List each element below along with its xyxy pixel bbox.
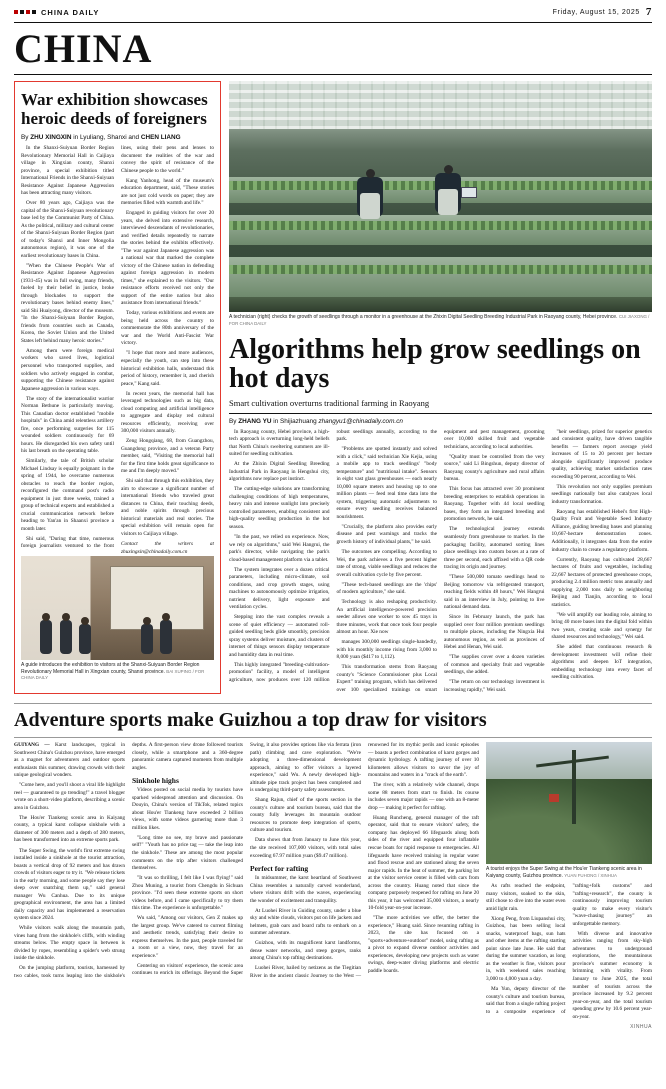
caption-credit: CUI JIAXONG / FOR CHINA DAILY: [229, 314, 650, 326]
paragraph: "Come here, and you'll shoot a viral life highlight reel — guaranteed to go trending!" a travel blogger wrote on a short-video platform, describing a scenic area in Guizhou.: [14, 782, 125, 811]
page-number: 7: [645, 6, 652, 18]
paragraph: "These 500,000 tomato seedlings head to Beijing tomorrow via refrigerated transport, reaching fields within 48 hours," Wei Hangrui said in an interview in July, pointing to live national demand data.: [444, 574, 545, 611]
paragraph: In recent years, the memorial hall has leveraged technologies such as big data, cloud computing and artificial intelligence to aggregate and display red cultural resources efficiently, receiving over 300,000 visitors annually.: [121, 390, 214, 435]
agency-credit: XINHUA: [630, 1024, 652, 1031]
algorithms-subhead: Smart cultivation overturns traditional farming in Raoyang: [229, 397, 430, 408]
paragraph: She added that continuous research & development investment will refine their algorithms and deepen IoT integration, embedding technology into every facet of seedling cultivation.: [551, 644, 652, 681]
algorithms-headline: Algorithms help grow seedlings on hot days: [229, 334, 641, 395]
paragraph: The outcomes are compelling. According to Wei, the park achieves a five percent higher rate of strong, viable seedlings and reduces the overall cultivation cycle by five percent.: [336, 549, 437, 578]
paragraph: Wu said, "Among our visitors, Gen Z makes up the largest group. We've catered to current filming and aesthetic trends, satisfying their desire to express themselves. In the past, people traveled for a room or a view, now, they travel for an experience.": [132, 915, 243, 959]
paragraph: The Hou'er Tiankeng scenic area in Kaiyang county, a typical karst collapse sinkhole with a diameter of 300 meters and a depth of 280 meters, has been transformed into an extreme sports park.: [14, 814, 125, 844]
story-war-exhibition: [14, 81, 221, 694]
paragraph: Xiong Peng, from Liupanshui city, Guizhou, has been selling local snacks, waterproof bags, sun hats and other items at the rafting starting point since late June. He said that during the summer vacation, as long as the weather is fine, visitors pour in, with weekend sales reaching 3,000 to 4,000 yuan a day.: [486, 915, 566, 982]
paragraph: Guizhou, with its magnificent karst landforms, dense water networks, and steep gorges, ranks among China's top rafting destinations.: [250, 940, 361, 962]
paragraph: While visitors walk along the mountain path, vines hang from the sinkhole's cliffs, with winding streams below. The empty space in between is divided by ropes, resembling a spider's web strung inside the sinkhole.: [14, 925, 125, 962]
paragraph: Stepping into the vast complex reveals a scene of quiet efficiency — automated roll-guided seedling beds glide smoothly, precision spray systems deliver moisture, and clusters of internet of things sensors display temperature and humidity data in real time.: [229, 614, 330, 658]
greenhouse-photo-caption: [229, 314, 652, 327]
paragraph: "The supplies cover over a dozen varieties of common and specialty fruit and vegetable seedlings, she added.: [444, 654, 545, 676]
paragraph: This revolution not only supplies premium seedlings nationally but also catalyzes local industry transformation.: [551, 483, 652, 505]
paragraph: The cutting-edge solutions are transforming challenging conditions of high temperatures, heavy rain and intense sunlight into precisely controlled parameters, enabling consistent and high-quality seedling production in the hot season.: [229, 486, 330, 530]
paragraph: "When the Chinese People's War of Resistance Against Japanese Aggression (1931-45) was in full swing, many friends, fueled by their belief in justice, broke through blockades to support the revolutionary bases behind enemy lines," said Shi Huaiyong, director of the museum. "In the Shanxi-Suiyuan Border Region, friends from countries such as Canada, Korea, the Soviet Union and the United States left behind many heroic stories.": [21, 262, 114, 344]
paragraph: The technological journey extends seamlessly from greenhouse to market. In the packaging facility, automated sorting lines place seedlings into custom boxes at a rate of three per second, each affixed with a QR code tracing its origin and journey.: [444, 526, 545, 571]
super-swing-photo: [486, 742, 652, 864]
logo-squares-icon: [14, 10, 36, 14]
paragraph: Zeng Hongqiang, 68, from Guangzhou, Guangdong province, and a veteran Party member, said, "Visiting the memorial hall for the first time holds great significance to me and I'm deeply moved.": [121, 438, 214, 475]
paragraph: "Quality must be controlled from the very source," said Li Bingshun, deputy director of Raoyang county's agriculture and rural affairs bureau.: [444, 453, 545, 483]
paragraph: "Crucially, the platform also provides early disease and pest warnings and tracks the growth history of individual plants," he said.: [336, 523, 437, 545]
brand-label: CHINA DAILY: [41, 7, 100, 17]
war-exhibition-headline: War exhibition showcases heroic deeds of foreigners: [21, 90, 208, 129]
paragraph: This transformation stems from Raoyang county's "Science Commissioner plus Local Expert" training program, which has delivered over 100 specialized trainings on smart equipment and pest management, grooming over 10,000 skilled fruit and vegetable technicians, according to local authorities.: [336, 428, 545, 693]
byline-prefix: By: [21, 134, 29, 142]
issue-date: Friday, August 15, 2025: [552, 8, 640, 16]
paragraph: Among them were foreign medical workers who saved lives, logistical personnel who transported supplies, and soldiers who actively engaged in combat, supporting the Chinese resistance against Japanese aggression in various ways.: [21, 347, 114, 392]
caption-credit: BAI XUPING / FOR CHINA DAILY: [21, 668, 205, 681]
paragraph: Centering on visitors' experience, the scenic area continues to enrich its offerings. Beyond the Super Swing, it also provides options like via ferrata (iron path) climbing and cave exploration. "We're adopting a three-dimensional development approach, aiming to offer visitors a layered experience," said Wu. A newly developed high-altitude pipe track project has been completed and is undergoing third-party safety assessments.: [132, 742, 361, 977]
paragraph: "It was so thrilling, I felt like I was flying!" said Zhou Muning, a tourist from Chengdu in Sichuan province. "I'd seen these extreme sports on short videos before, and I came specifically to try them this time. The experience is unforgettable.": [132, 875, 243, 912]
paragraph: At the Zhixin Digital Seedling Breeding Industrial Park in Raoyang in Hengshui city, algorithms now replace pot instinct.: [229, 461, 330, 483]
caption-text: A guide introduces the exhibition to visitors at the Shanxi-Suiyuan Border Region Revolutionary Memorial Hall in Xingxian county, Shanxi province.: [21, 662, 200, 675]
guizhou-body-left: [14, 742, 479, 1030]
paragraph: The Super Swing, the world's first extreme swing installed inside a sinkhole at the tourist attraction, boasts a vertical drop of 92 meters and has drawn crowds of visitors eager to try it. "We release tickets in the early morning, and some people say they lose sleep over snatching them up," said general manager Wu Canhua. Due to its unique geographical environment, the area has a limited daily capacity and has implemented a reservation system since 2024.: [14, 847, 125, 922]
paragraph: In Raoyang county, Hebei province, a high-tech approach is overturning long-held beliefs that North China's sweltering summers are ill-suited for seedling cultivation.: [229, 428, 330, 458]
paragraph: Engaged in guiding visitors for over 20 years, she delved into extensive research, interviewed descendants of revolutionaries, and verified details repeatedly to narrate the stories behind the exhibits effectively. "The war against Japanese aggression was a national war that marked the complete victory of the Chinese nation in defending against foreign aggression in modern times," she explained to the visitors. "Our resistance efforts received not only the support of the entire nation but also assistance from international friends.": [121, 210, 214, 307]
byline-author-2: CHEN LIANG: [140, 134, 181, 142]
story-guizhou: [14, 694, 652, 1030]
paragraph: "These tech-based seedlings are the 'chips' of modern agriculture," she said.: [336, 581, 437, 596]
paragraph: Videos posted on social media by tourists have sparked widespread attention and discussion. On Douyin, China's version of TikTok, related topics about Hou'er Tiankeng have exceeded 2 billion views, with some videos garnering more than 3 million likes.: [132, 787, 243, 831]
war-exhibition-body: [21, 145, 214, 556]
paragraph: Luohei River, hailed by netizens as the Tiegitian River in the ancient classic Journey to the West — renowned for its mythic perils and iconic episodes — boasts a perfect combination of karst gorges and dynamic hydrology. A rafting journey of over 10 kilometers allows visitors to savor the joy of mountains and waters in a "crack of the earth".: [250, 742, 479, 979]
caption-text: A tourist enjoys the Super Swing at the Hou'er Tiankeng scenic area in Kaiyang county, Guizhou province.: [486, 866, 642, 879]
exhibition-photo: [21, 556, 214, 660]
paragraph: On the jumping platform, tourists, harnessed by two cables, took turns leaping into the sinkhole's depths. A first-person view drone followed tourists closely, while a smartphone and a 360-degree panoramic camera captured moments from multiple angles.: [14, 742, 243, 979]
paragraph-text: Karst landscapes, typical in Southwest China's Guizhou province, have emerged as a magnet for adventurers and outdoor sports enthusiasts this summer, drawing crowds with their unique geological wonders.: [14, 742, 125, 779]
war-exhibition-byline: [21, 134, 214, 141]
paragraph: Shi said that through this exhibition, they aim to showcase a significant number of international friends who traveled great distances to China, their touching deeds, and noble spirits through precious historical materials and real stories. The special exhibition will remain open for visitors to Caijiaya village.: [121, 478, 214, 537]
paragraph: In midsummer, the karst heartland of Southwest China resembles a naturally carved wonderland, where visitors drift with the waves, experiencing the wonder of excitement and tranquility.: [250, 875, 361, 904]
paragraph: Raoyang has established Hebei's first High-Quality Fruit and Vegetable Seed Industry Alliance, guiding breeding bases and planning 10,667-hectare demonstration zones. Additionally, it integrates data from the entire industry chain to create a regulatory platform.: [551, 508, 652, 553]
super-swing-caption: [486, 866, 652, 879]
dateline: GUIYANG —: [14, 742, 50, 749]
paragraph: "In the past, we relied on experience. Now, we rely on algorithms," said Wei Hangrui, the park's director, while navigating the park's cloud-based management platform via a tablet.: [229, 533, 330, 563]
paragraph: Shi said, "During that time, numerous foreign journalists ventured to the front lines, using their pens and lenses to document the realities of the war and convey the spirit of resistance of the Chinese people to the world.": [21, 145, 214, 550]
algorithms-byline: [229, 418, 652, 425]
paragraph: As rafts reached the endpoint, many visitors, soaked to the skin, still chose to dive into the water even amid light rain.: [486, 883, 566, 912]
paragraph: Since its February launch, the park has supplied over four million premium seedlings to multiple places, including the Ningxia Hui autonomous region, as well as provinces of Hebei and Henan, Wei said.: [444, 614, 545, 651]
paragraph: Technology is also reshaping productivity. An artificial intelligence-powered precision seeder allows one worker to sow 45 trays in three minutes, work that once took four people almost an hour. Xie now: [336, 599, 437, 636]
caption-credit: YUAN FUHONG / XINHUA: [564, 872, 617, 878]
paragraph: "I hope that more and more audiences, especially the youth, can step into these historical exhibition halls, understand this period of history, remember it, and cherish peace," Kang said.: [121, 350, 214, 387]
byline-location: in Shijiazhuang: [273, 417, 317, 425]
paragraph: Huang Runcheng, general manager of the raft operator, said that to ensure visitors' safety, the company has deployed 66 lifeguards along both sides of the river and equipped four inflatable rescue boats for rapid response to emergencies. All lifeguards have received training in regular water and flood rescue and are stationed along the seven major rapids. In the heat of summer, the parking lot at the visitor service center is filled with cars from across the country. Huang noted that since the company purposely reopened for rafting on June 20 this year, it has welcomed 35,000 visitors, a nearly 10-fold year-on-year increase.: [368, 814, 479, 912]
greenhouse-photo: [229, 81, 652, 312]
paragraph: Today, various exhibitions and events are being held across the country to commemorate the 80th anniversary of the war and the World Anti-Fascist War victory.: [121, 310, 214, 347]
guizhou-headline: Adventure sports make Guizhou a top draw for visitors: [14, 709, 487, 732]
paragraph: Shang Rajun, chief of the sports section in the county's culture and tourism bureau, said that the county fully leverages its mountain outdoor resources to promote deep integration of sports, culture and tourism.: [250, 797, 361, 834]
paragraph: Currently, Raoyang has cultivated 28,667 hectares of fruits and vegetables, including 22,667 hectares of protected greenhouse crops, producing 2.4 million metric tons annually and supplying 2,000 tons daily to neighboring Beijing and Tianjin, according to local statistics.: [551, 556, 652, 608]
caption-text: A technician (right) checks the growth of seedlings through a monitor in a greenhouse at the Zhixin Digital Seedling Breeding Industrial Park in Raoyang county, Hebei province.: [229, 314, 618, 320]
paragraph: "The return on our technology investment is increasing rapidly," Wei said.: [444, 679, 545, 693]
page-topbar: [14, 0, 652, 22]
paragraph: The system integrates over a dozen critical parameters, including micro-climate, soil conditions, and crop growth stages, using machines to autonomously optimize irrigation, nutrient delivery, light exposure and ventilation cycles.: [229, 566, 330, 611]
paragraph: With diverse and innovative activities ranging from sky-high adventures to underground explorations, the mountainous province's summer economy is brimming with vitality. From January to June 2025, the total number of tourists across the province increased by 9.2 percent year-on-year, and the total tourism spending grew by 10.6 percent year-on-year.: [572, 930, 652, 1020]
guizhou-layout: [14, 742, 652, 1030]
paragraph: Data shows that from January to June this year, the site received 107,000 visitors, with total sales exceeding 67.97 million yuan ($9.47 million).: [250, 837, 361, 859]
top-content-area: [14, 75, 652, 694]
algorithms-body: [229, 429, 652, 695]
paragraph: "heir seedlings, prized for superior genetics and consistent quality, have driven tangible benefits — farmers report average yield increases of 15 to 20 percent per hectare alongside significantly improved produce quality, achieving market satisfaction rates exceeding 90 percent, according to Wei.: [551, 428, 652, 480]
guizhou-subhead-1: Sinkhole highs: [132, 776, 179, 786]
exhibition-photo-caption: [21, 662, 214, 682]
guizhou-subhead-2: Perfect for rafting: [250, 864, 309, 874]
paragraph: Kang Yanhong, head of the museum's education department, said, "These stories are not just cold words on paper; they are memories filled with warmth and life.": [121, 177, 214, 207]
paragraph: The story of the internationalist warrior Norman Bethune is particularly moving. This Canadian doctor established "mobile hospitals" in China amid relentless artillery fire, once performing surgeries for 115 wounded soldiers continuously for 69 hours. He disregarded his own safety until his last breath on the operating table.: [21, 395, 114, 455]
byline-author-1: ZHU XINGXIN: [30, 134, 72, 142]
paragraph: "Long time no see, my brave and passionate self!" "Youth has no price tag — take the leap into the sinkhole." These are among the most popular comments on the trip after visitors challenged themselves.: [132, 834, 243, 872]
paragraph: Ma Yun, deputy director of the county's culture and tourism bureau, said that from a single rafting project to a composite experience of "rafting+folk customs" and "rafting+research", the county is continuously improving tourism quality to make every visitor's "wave-chasing journey" an unforgettable memory.: [486, 883, 652, 1015]
byline-author: ZHANG YU: [238, 417, 272, 425]
byline-prefix: By: [229, 417, 237, 425]
paragraph: "We will amplify our leading role, aiming to bring 40 more bases into the digital fold within two years, creating scale and synergy for shared resources and technology," Wei said.: [551, 611, 652, 641]
paragraph: The river, with a relatively wide channel, drops some 88 meters from start to finish. Its course includes seven major rapids — one with an 8-meter drop — making it perfect for rafting.: [368, 782, 479, 811]
paragraph: manages 300,000 seedlings single-handedly, with his monthly income rising from 3,000 to 8,000 yuan ($417 to 1,112).: [336, 639, 437, 661]
paragraph: "The more activities we offer, the better the experience," Huang said. Since resuming rafting in 2023, the site has focused on a "sports+adventure+outdoor" model, using rafting as a pivot to expand diverse outdoor activities and experiences, developing new projects such as water swings, deep-water diving platforms and electric paddle boards.: [368, 915, 479, 974]
paragraph: In the Shanxi-Suiyuan Border Region Revolutionary Memorial Hall in Caijiaya village in Xingxian county, Shanxi province, a special exhibition titled International Friends in the Shanxi-Suiyuan Resistance Against Japanese Aggression has been attracting many visitors.: [21, 145, 114, 197]
topbar-right: [553, 6, 652, 18]
paragraph: Similarly, the tale of British scholar Michael Lindsay is equally poignant: in the spring of 1944, he overcame numerous obstacles to reach the border region, reconfigured the command post's radio equipment in just three weeks, trained a group of technical experts and established a crucial communication network before heading to Yan'an in Shaanxi province a month later.: [21, 458, 114, 532]
paragraph: Over 80 years ago, Caijiaya was the capital of the Shanxi-Suiyuan revolutionary base led by the Communist Party of China. As the political, military and cultural center of the Shanxi-Suiyuan Border Region (part of today's Shanxi and Inner Mongolia autonomous region), it was one of the earliest revolutionary bases in China.: [21, 200, 114, 259]
paragraph: At Luohei River in Guiding county, under a blue sky and white clouds, visitors put on life jackets and helmets, grab oars and board rafts to embark on a summer adventure.: [250, 907, 361, 937]
section-masthead: CHINA: [14, 26, 153, 71]
right-column: [229, 81, 652, 694]
paragraph: "Problems are spotted instantly and solved with a click," said technician Xie Kejia, using a mobile app to track seedlings' "body temperature" and "nutritional intake". Sensors in eight vast glass greenhouses — each nearly 10,000 square meters and housing up to one million plants — feed real time data into the system, triggering automatic adjustments to ensure every seedling receives balanced nourishment.: [336, 446, 437, 520]
paragraph: This highly integrated "breeding-cultivation-promotion" facility, a model of intelligent agriculture, now produces over 120 million robust seedlings annually, according to the park.: [229, 428, 437, 683]
topbar-left: [14, 8, 99, 17]
byline-email: zhangyu1@chinadaily.com.cn: [318, 417, 403, 425]
paragraph: [14, 742, 125, 780]
contact-line: Contact the writers at zhuxingxin@chinadaily.com.cn: [121, 541, 214, 555]
byline-location: in Lyuliang, Shanxi and: [73, 134, 140, 142]
guizhou-body-right: [486, 883, 652, 1021]
paragraph: This focus has attracted over 30 prominent breeding enterprises to establish operations in Raoyang. Together with 44 local seedling bases, they form an integrated breeding and promotion network, he said.: [444, 486, 545, 523]
guizhou-right-rail: [486, 742, 652, 1030]
